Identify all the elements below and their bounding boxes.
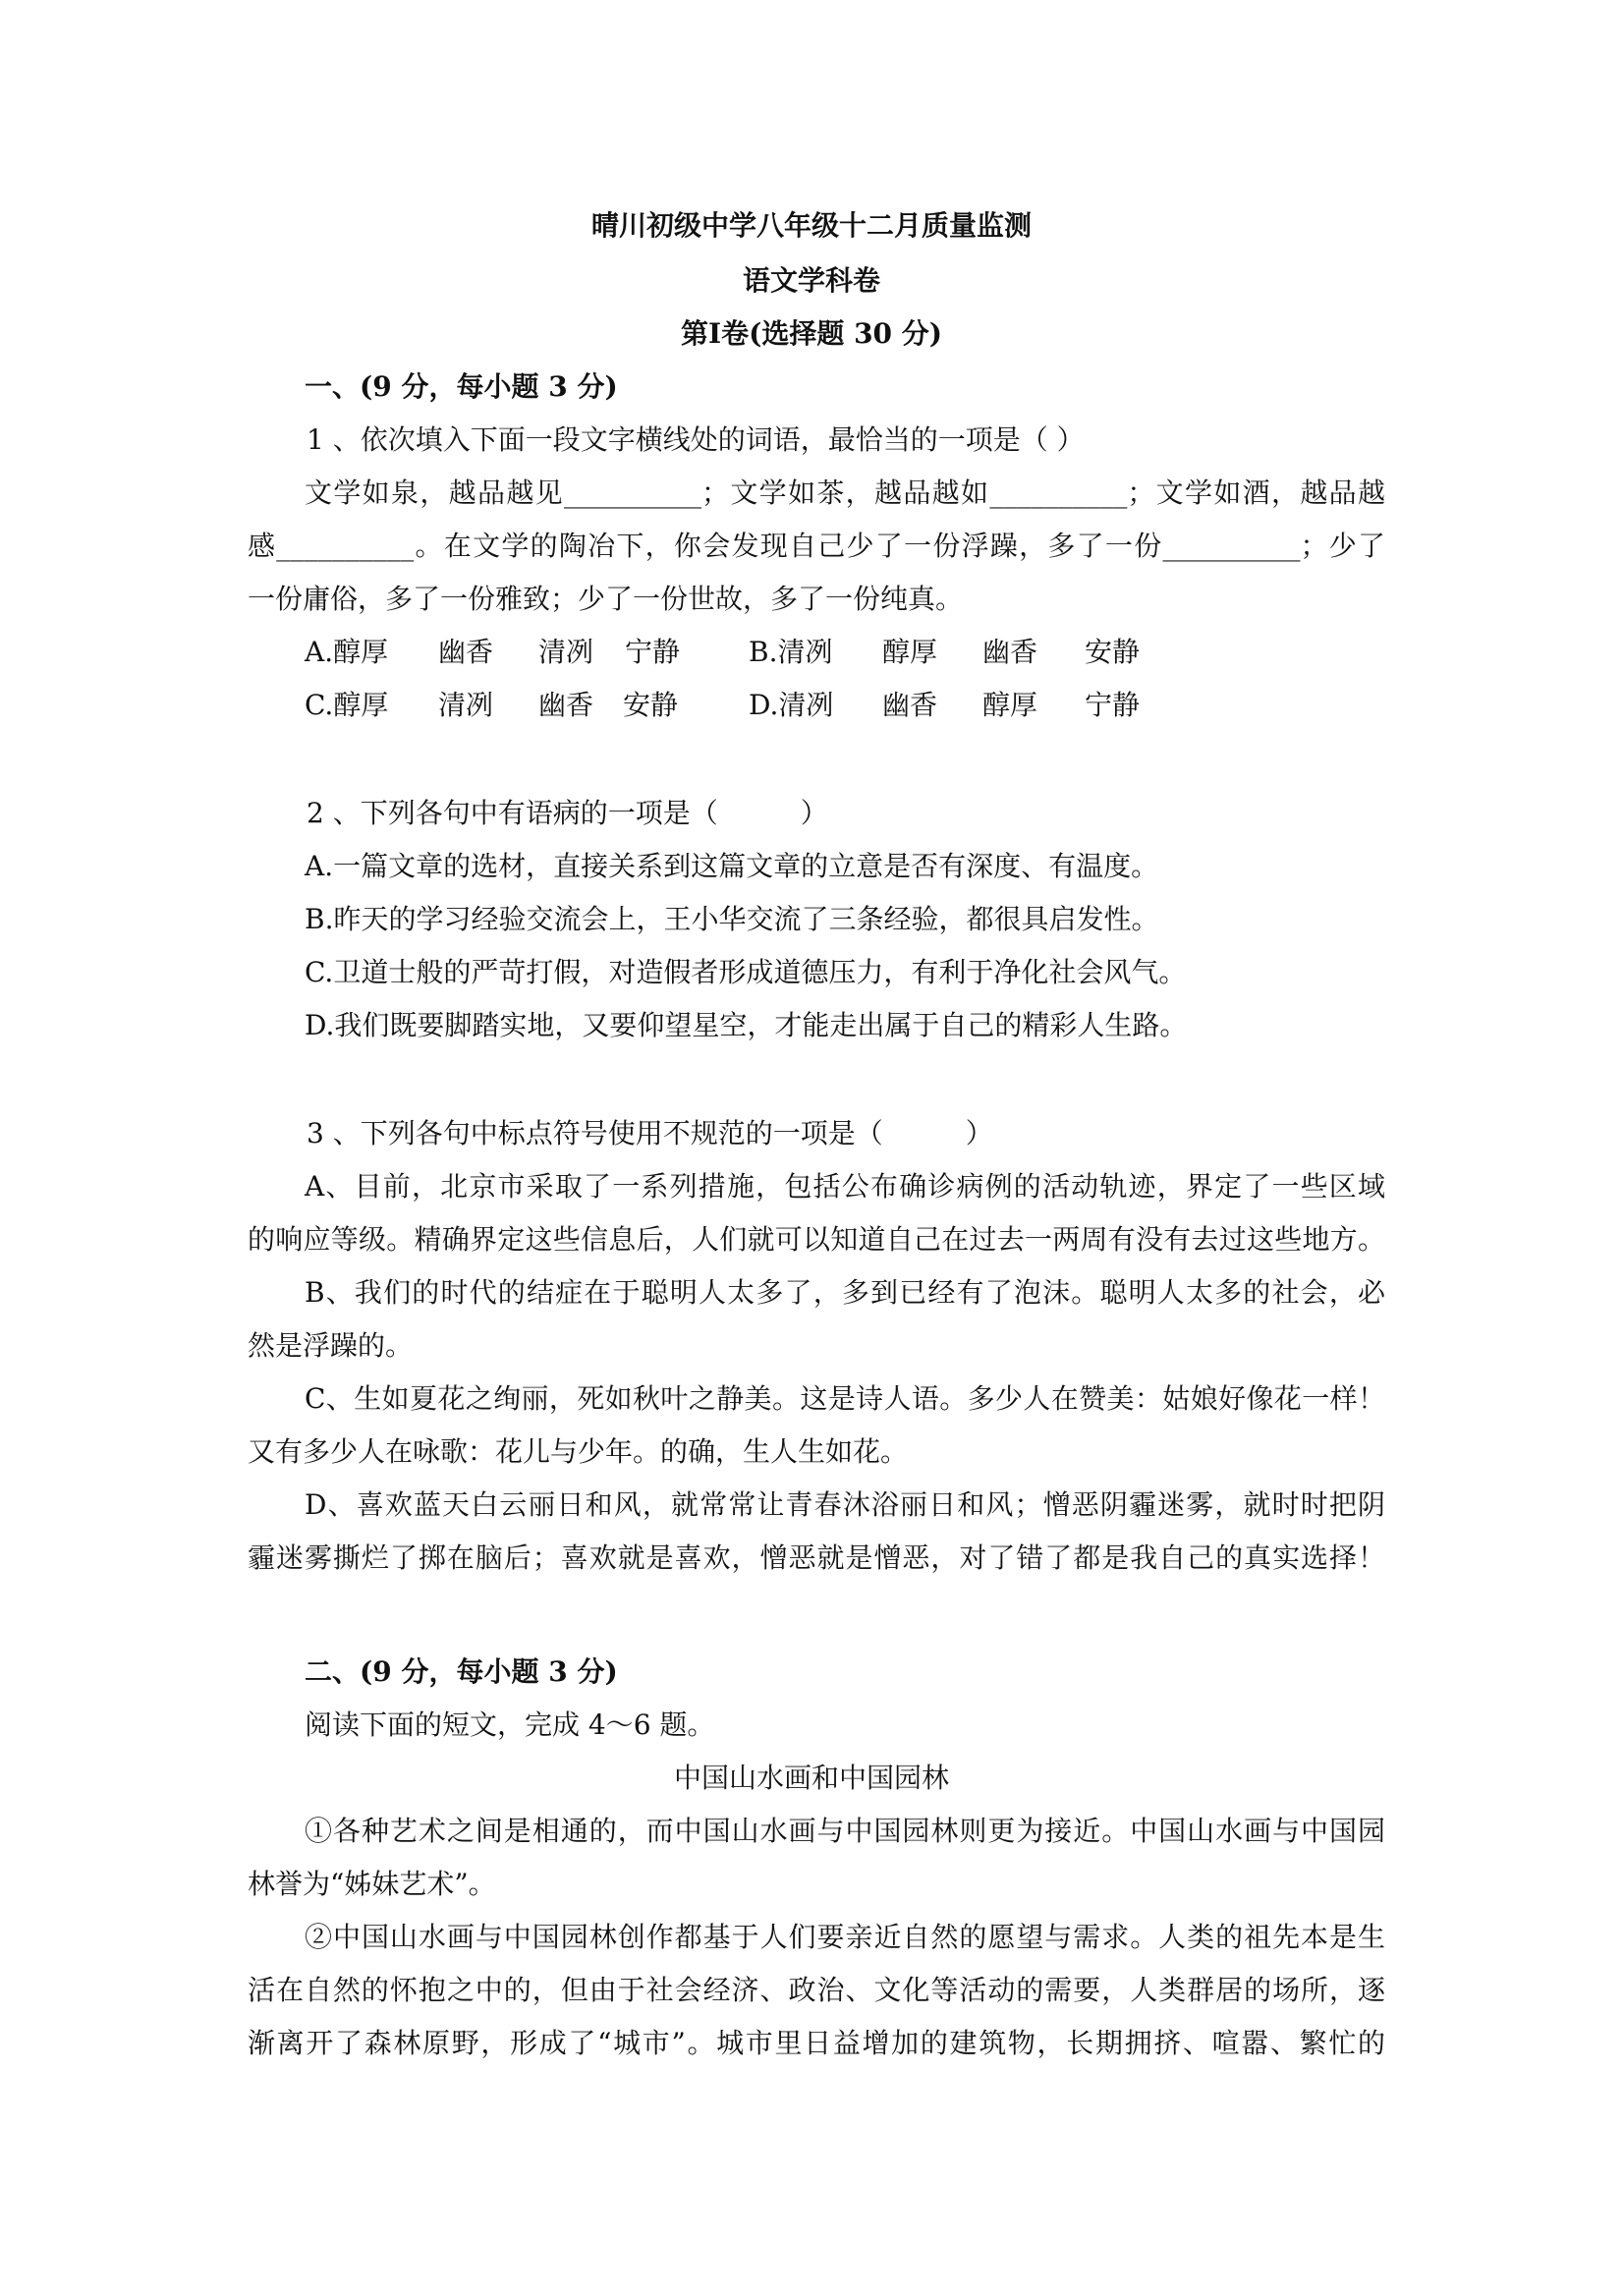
passage-paragraph-2-cont <box>248 2024 1385 2063</box>
option-word: 醇厚 <box>982 689 1038 721</box>
option-word: 醇厚 <box>333 636 389 668</box>
question-2-stem: 2 、下列各句中有语病的一项是（ ） <box>307 797 828 829</box>
question-3-option-a-cont <box>248 1220 1385 1260</box>
question-3-option-d-cont <box>248 1539 1385 1578</box>
q3-text-line: A、目前，北京市采取了一系列措施，包括公布确诊病例的活动轨迹，界定了一些区域 <box>305 1170 1385 1203</box>
option-word: 安静 <box>1085 636 1141 668</box>
q1-text-line: 一份庸俗，多了一份雅致；少了一份世故，多了一份纯真。 <box>248 583 964 615</box>
option-word: 安静 <box>623 689 679 721</box>
passage-line: ②中国山水画与中国园林创作都基于人们要亲近自然的愿望与需求。人类的祖先本是生 <box>305 1921 1385 1953</box>
option-label: B. <box>749 636 778 668</box>
question-2-option-a: A.一篇文章的选材，直接关系到这篇文章的立意是否有深度、有温度。 <box>305 850 1159 882</box>
exam-subtitle: 语文学科卷 <box>742 264 880 297</box>
question-2-option-b: B.昨天的学习经验交流会上，王小华交流了三条经验，都很具启发性。 <box>305 903 1159 935</box>
option-word: 醇厚 <box>882 636 938 668</box>
question-1-option-a <box>305 633 388 672</box>
q3-text-line: C、生如夏花之绚丽，死如秋叶之静美。这是诗人语。多少人在赞美：姑娘好像花一样！ <box>305 1382 1385 1415</box>
option-word: 幽香 <box>438 636 494 668</box>
passage-title: 中国山水画和中国园林 <box>673 1762 949 1794</box>
exam-title: 晴川初级中学八年级十二月质量监测 <box>590 209 1032 242</box>
option-word: 清冽 <box>538 636 594 668</box>
question-3-option-d <box>305 1485 1385 1525</box>
question-1-option-b <box>749 633 833 672</box>
passage-paragraph-2-cont <box>248 1971 1385 2010</box>
question-2-option-d: D.我们既要脚踏实地，又要仰望星空，才能走出属于自己的精彩人生路。 <box>305 1009 1188 1041</box>
option-word: 宁静 <box>1085 689 1141 721</box>
passage-line: ①各种艺术之间是相通的，而中国山水画与中国园林则更为接近。中国山水画与中国园 <box>305 1815 1385 1847</box>
option-word: 宁静 <box>625 636 681 668</box>
section-2-instruction: 阅读下面的短文，完成 4～6 题。 <box>305 1708 715 1741</box>
question-1-text <box>305 474 1385 513</box>
section-1-heading: 一、(9 分，每小题 3 分) <box>305 370 618 403</box>
question-2-option-c: C.卫道士般的严苛打假，对造假者形成道德压力，有利于净化社会风气。 <box>305 956 1187 988</box>
q3-text-line: 然是浮躁的。 <box>248 1329 414 1362</box>
passage-line: 林誉为“姊妹艺术”。 <box>248 1868 496 1900</box>
option-word: 幽香 <box>538 689 594 721</box>
question-3-option-a <box>305 1167 1385 1206</box>
q3-text-line: 霾迷雾撕烂了掷在脑后；喜欢就是喜欢，憎恶就是憎恶，对了错了都是我自己的真实选择！ <box>248 1541 1385 1574</box>
q3-text-line: B、我们的时代的结症在于聪明人太多了，多到已经有了泡沫。聪明人太多的社会，必 <box>305 1276 1385 1309</box>
question-1-option-c <box>305 686 388 725</box>
option-word: 幽香 <box>982 636 1038 668</box>
question-3-option-c <box>305 1379 1385 1419</box>
passage-paragraph-2 <box>305 1918 1385 1957</box>
option-word: 醇厚 <box>333 689 389 721</box>
question-1-stem: 1 、依次填入下面一段文字横线处的词语，最恰当的一项是（ ） <box>307 423 1085 456</box>
option-word: 清冽 <box>777 636 833 668</box>
option-word: 清冽 <box>438 689 494 721</box>
option-word: 幽香 <box>882 689 938 721</box>
option-label: A. <box>305 636 334 668</box>
question-3-option-b <box>305 1273 1385 1313</box>
passage-line: 活在自然的怀抱之中的，但由于社会经济、政治、文化等活动的需要，人类群居的场所，逐 <box>248 1974 1385 2006</box>
question-3-stem: 3 、下列各句中标点符号使用不规范的一项是（ ） <box>307 1117 993 1149</box>
question-1-option-d <box>749 686 833 725</box>
q3-text-line: D、喜欢蓝天白云丽日和风，就常常让青春沐浴丽日和风；憎恶阴霾迷雾，就时时把阴 <box>305 1488 1385 1521</box>
q1-text-line: 文学如泉，越品越见__________；文学如茶，越品越如__________；文学如酒，越品越 <box>305 476 1385 509</box>
q3-text-line: 又有多少人在咏歌：花儿与少年。的确，生人生如花。 <box>248 1435 909 1468</box>
question-1-text <box>248 527 1385 566</box>
volume-heading: 第Ⅰ卷(选择题 30 分) <box>680 317 943 350</box>
option-label: D. <box>749 689 779 721</box>
q3-text-line: 的响应等级。精确界定这些信息后，人们就可以知道自己在过去一两周有没有去过这些地方。 <box>248 1223 1385 1256</box>
option-word: 清冽 <box>778 689 834 721</box>
section-2-heading: 二、(9 分，每小题 3 分) <box>305 1655 618 1688</box>
option-label: C. <box>305 689 334 721</box>
passage-line: 渐离开了森林原野，形成了“城市”。城市里日益增加的建筑物，长期拥挤、喧嚣、繁忙的 <box>248 2027 1385 2059</box>
q1-text-line: 感__________。在文学的陶冶下，你会发现自己少了一份浮躁，多了一份__________；少了 <box>248 530 1385 562</box>
passage-paragraph-1 <box>305 1812 1385 1851</box>
